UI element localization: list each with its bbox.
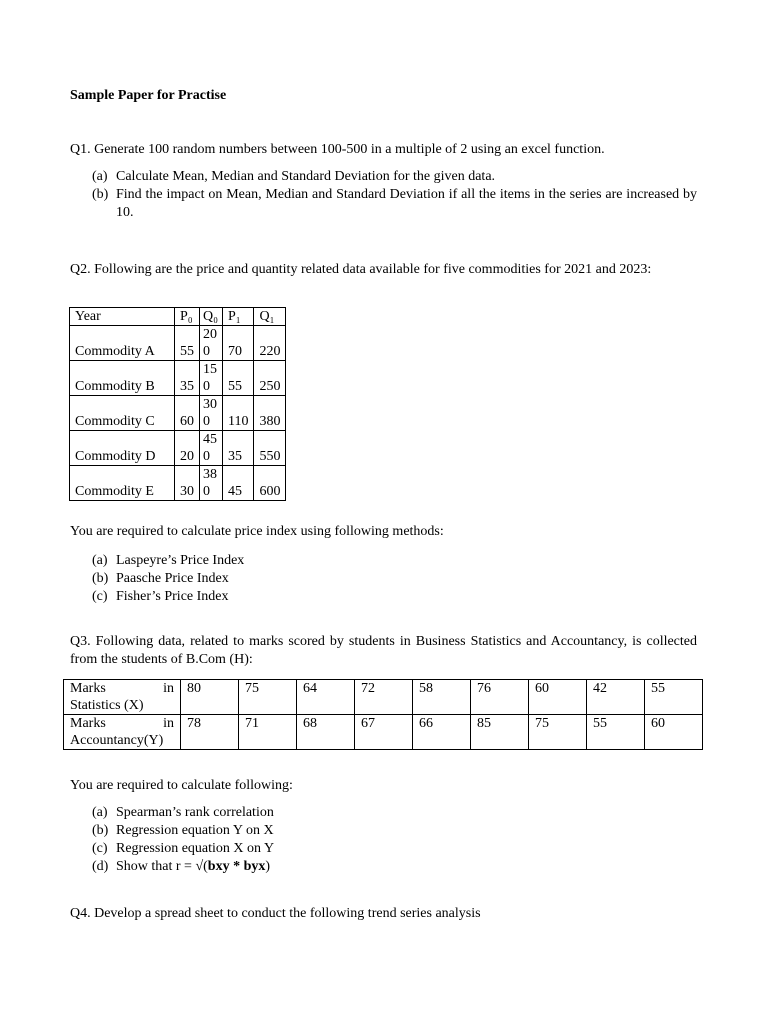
q2-question: Q2. Following are the price and quantity related data available for five commodities for 2021 and 2023: [70, 262, 652, 277]
table-cell: 20 [175, 431, 200, 466]
list-text: Paasche Price Index [116, 571, 229, 586]
q2-list [92, 552, 392, 606]
table-cell: 55 [587, 715, 645, 750]
table-cell: 60 [529, 680, 587, 715]
table-cell: 75 [529, 715, 587, 750]
table-cell: 30 [175, 466, 200, 501]
table-cell [200, 466, 223, 501]
table-cell: Commodity B [70, 361, 175, 396]
table-cell [200, 396, 223, 431]
list-item [92, 858, 412, 876]
table-cell: 250 [254, 361, 286, 396]
price-quantity-table [69, 307, 286, 501]
list-item [92, 840, 412, 858]
header-cell: Q₀ [200, 308, 223, 326]
q1-question: Q1. Generate 100 random numbers between 100-500 in a multiple of 2 using an excel function. [70, 142, 605, 157]
table-cell: 72 [355, 680, 413, 715]
table-cell: Commodity A [70, 326, 175, 361]
table-cell: 55 [645, 680, 703, 715]
row-label [64, 680, 181, 715]
label-word: in [163, 681, 174, 696]
list-item [92, 822, 412, 840]
table-cell: 380 [254, 396, 286, 431]
header-cell: Q₁ [254, 308, 286, 326]
table-cell: 55 [223, 361, 254, 396]
table-row [70, 431, 286, 466]
table-row [70, 466, 286, 501]
label-word: Marks [70, 716, 106, 731]
q3-question: Q3. Following data, related to marks scored by students in Business Statistics and Accountancy, is collected from the students of B.Com (H): [70, 634, 697, 667]
list-item [92, 588, 392, 606]
list-text [116, 858, 412, 876]
list-text: Laspeyre’s Price Index [116, 553, 245, 568]
table-cell: 110 [223, 396, 254, 431]
table-cell: 60 [645, 715, 703, 750]
table-cell: 55 [175, 326, 200, 361]
cell-value: 380 [203, 467, 217, 499]
label-word: Marks [70, 681, 106, 696]
cell-value: 200 [203, 327, 217, 359]
list-text: Calculate Mean, Median and Standard Deviation for the given data. [116, 169, 496, 184]
q3-instruction: You are required to calculate following: [70, 778, 293, 793]
header-cell: P₀ [175, 308, 200, 326]
table-cell [200, 361, 223, 396]
q3-list [92, 804, 412, 876]
cell-value: 300 [203, 397, 217, 429]
formula-prefix: Show that r = √( [116, 859, 208, 874]
list-text: Regression equation Y on X [116, 823, 274, 838]
table-header-row [70, 308, 286, 326]
table-row [70, 396, 286, 431]
table-cell: 67 [355, 715, 413, 750]
label-word: in [163, 716, 174, 731]
table-cell: 68 [297, 715, 355, 750]
list-marker: (a) [92, 805, 108, 820]
q1-list [92, 168, 697, 222]
table-cell: 71 [239, 715, 297, 750]
cell-value: 150 [203, 362, 217, 394]
q4-question: Q4. Develop a spread sheet to conduct the following trend series analysis [70, 906, 481, 921]
page-title: Sample Paper for Practise [70, 88, 227, 103]
list-text: Spearman’s rank correlation [116, 805, 274, 820]
table-cell: Commodity C [70, 396, 175, 431]
list-item [92, 552, 392, 570]
list-marker: (c) [92, 589, 108, 604]
list-marker: (c) [92, 841, 108, 856]
label-line: Accountancy(Y) [70, 733, 164, 748]
list-marker: (b) [92, 187, 109, 202]
table-cell: 58 [413, 680, 471, 715]
table-row [70, 361, 286, 396]
list-text: Fisher’s Price Index [116, 589, 229, 604]
table-cell: 80 [181, 680, 239, 715]
table-cell: 64 [297, 680, 355, 715]
table-cell: 85 [471, 715, 529, 750]
table-cell: 220 [254, 326, 286, 361]
table-row [70, 326, 286, 361]
table-cell: 35 [223, 431, 254, 466]
marks-table [63, 679, 703, 750]
list-marker: (a) [92, 553, 108, 568]
table-cell [200, 326, 223, 361]
list-item [92, 168, 697, 186]
list-item [92, 570, 392, 588]
table-cell: 550 [254, 431, 286, 466]
list-text: Regression equation X on Y [116, 841, 275, 856]
list-item [92, 186, 697, 222]
table-cell: 76 [471, 680, 529, 715]
list-marker: (a) [92, 169, 108, 184]
formula-bold: bxy * byx [207, 859, 266, 874]
table-cell: 45 [223, 466, 254, 501]
table-cell: 60 [175, 396, 200, 431]
formula-suffix: ) [265, 859, 271, 874]
header-cell: Year [70, 308, 175, 326]
row-label [64, 715, 181, 750]
table-cell: 42 [587, 680, 645, 715]
table-cell: 35 [175, 361, 200, 396]
q2-instruction: You are required to calculate price index using following methods: [70, 524, 444, 539]
list-item [92, 804, 412, 822]
table-row [64, 680, 703, 715]
list-marker: (b) [92, 571, 109, 586]
list-marker: (d) [92, 859, 109, 874]
header-cell: P₁ [223, 308, 254, 326]
table-cell: Commodity E [70, 466, 175, 501]
list-marker: (b) [92, 823, 109, 838]
table-cell: 75 [239, 680, 297, 715]
table-cell: 66 [413, 715, 471, 750]
table-cell: Commodity D [70, 431, 175, 466]
cell-value: 450 [203, 432, 217, 464]
table-cell: 600 [254, 466, 286, 501]
label-line: Statistics (X) [70, 698, 144, 713]
table-cell: 78 [181, 715, 239, 750]
table-cell: 70 [223, 326, 254, 361]
table-cell [200, 431, 223, 466]
table-row [64, 715, 703, 750]
list-text: Find the impact on Mean, Median and Standard Deviation if all the items in the series are increased by 10. [116, 187, 697, 220]
